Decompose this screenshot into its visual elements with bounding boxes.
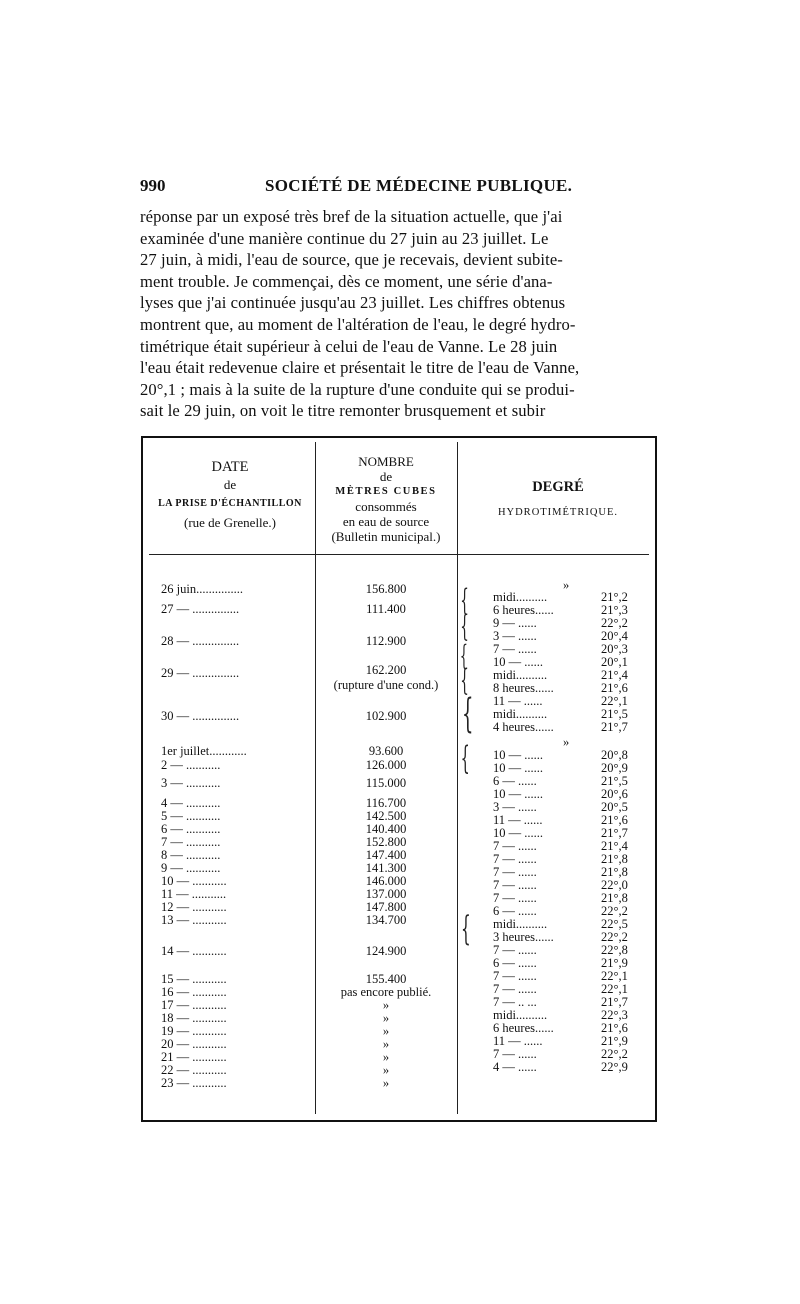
volume-cell: 147.800 <box>365 900 407 914</box>
volume-cell: 112.900 <box>365 634 407 648</box>
volume-cell: 147.400 <box>365 848 407 862</box>
time-cell: 9 — ...... <box>493 616 537 630</box>
time-cell: 7 — ...... <box>493 969 537 983</box>
degree-cell: 22°,1 <box>601 969 628 983</box>
degree-cell: 21°,9 <box>601 1034 628 1048</box>
time-cell: 7 — ...... <box>493 943 537 957</box>
paragraph-line: montrent que, au moment de l'altération de l'eau, le degré hydro- <box>140 314 576 334</box>
time-cell: 6 heures...... <box>493 603 554 617</box>
volume-header-line: NOMBRE <box>358 454 414 469</box>
paragraph-line: 20°,1 ; mais à la suite de la rupture d'une conduite qui se produi- <box>140 379 575 399</box>
volume-header-line: (Bulletin municipal.) <box>331 529 441 544</box>
degree-header-line: DEGRÉ <box>532 479 584 495</box>
date-cell: 8 — ........... <box>161 848 221 862</box>
grouping-brace: { <box>460 609 469 644</box>
degree-cell: 21°,6 <box>601 813 628 827</box>
time-cell: 11 — ...... <box>493 1034 543 1048</box>
time-cell: 6 — ...... <box>493 774 537 788</box>
date-cell: 26 juin............... <box>161 582 243 596</box>
degree-cell: 22°,8 <box>601 943 628 957</box>
time-cell: 7 — ...... <box>493 1047 537 1061</box>
time-cell: 3 heures...... <box>493 930 554 944</box>
volume-cell: » <box>382 1050 390 1064</box>
degree-cell: 20°,6 <box>601 787 628 801</box>
time-cell: 10 — ...... <box>493 655 543 669</box>
volume-cell: 93.600 <box>368 744 404 758</box>
degree-cell: 22°,1 <box>601 982 628 996</box>
volume-cell: 137.000 <box>365 887 407 901</box>
degree-cell: 22°,2 <box>601 616 628 630</box>
date-cell: 4 — ........... <box>161 796 221 810</box>
volume-cell: (rupture d'une cond.) <box>333 678 439 692</box>
time-cell: 10 — ...... <box>493 826 543 840</box>
volume-cell: » <box>382 1063 390 1077</box>
degree-cell: 21°,5 <box>601 774 628 788</box>
volume-cell: 141.300 <box>365 861 407 875</box>
volume-header-line: en eau de source <box>342 514 430 529</box>
degree-cell: 20°,1 <box>601 655 628 669</box>
date-cell: 14 — ........... <box>161 944 227 958</box>
time-cell: 7 — ...... <box>493 878 537 892</box>
degree-cell: 21°,3 <box>601 603 628 617</box>
degree-header-line: HYDROTIMÉTRIQUE. <box>497 507 619 518</box>
degree-cell: 21°,8 <box>601 852 628 866</box>
degree-cell: 21°,8 <box>601 865 628 879</box>
volume-header-line: de <box>379 469 393 484</box>
time-cell: 11 — ...... <box>493 694 543 708</box>
time-cell: » <box>563 578 570 592</box>
paragraph-line: timétrique était supérieur à celui de l'eau de Vanne. Le 28 juin <box>140 336 558 356</box>
time-cell: 7 — ...... <box>493 891 537 905</box>
time-cell: 3 — ...... <box>493 629 537 643</box>
date-header-line: de <box>223 477 237 492</box>
time-cell: 7 — ...... <box>493 982 537 996</box>
degree-cell: 20°,8 <box>601 748 628 762</box>
body-paragraph <box>140 206 660 422</box>
time-cell: midi.......... <box>493 1008 548 1022</box>
volume-cell: » <box>382 998 390 1012</box>
time-cell: 8 heures...... <box>493 681 554 695</box>
date-cell: 3 — ........... <box>161 776 221 790</box>
volume-cell: 142.500 <box>365 809 407 823</box>
time-cell: 6 — ...... <box>493 904 537 918</box>
date-cell: 23 — ........... <box>161 1076 227 1090</box>
date-cell: 11 — ........... <box>161 887 227 901</box>
time-cell: 10 — ...... <box>493 748 543 762</box>
date-cell: 5 — ........... <box>161 809 221 823</box>
degree-cell: 22°,1 <box>601 694 628 708</box>
degree-cell: 22°,3 <box>601 1008 628 1022</box>
paragraph-line: lyses que j'ai continuée jusqu'au 23 juillet. Les chiffres obtenus <box>140 293 566 313</box>
header-rule <box>149 554 649 555</box>
volume-cell: pas encore publié. <box>340 985 432 999</box>
degree-cell: 20°,9 <box>601 761 628 775</box>
time-cell: 7 — ...... <box>493 839 537 853</box>
degree-cell: 20°,4 <box>601 629 628 643</box>
volume-cell: 111.400 <box>366 602 406 616</box>
degree-cell: 21°,5 <box>601 707 628 721</box>
grouping-brace: { <box>460 583 469 618</box>
paragraph-line: sait le 29 juin, on voit le titre remonter brusquement et subir <box>140 401 546 421</box>
grouping-brace: { <box>461 691 474 737</box>
date-cell: 2 — ........... <box>161 758 221 772</box>
page-header <box>140 176 660 198</box>
date-cell: 13 — ........... <box>161 913 227 927</box>
volume-cell: 156.800 <box>365 582 407 596</box>
date-cell: 7 — ........... <box>161 835 221 849</box>
date-cell: 16 — ........... <box>161 985 227 999</box>
paragraph-line: réponse par un exposé très bref de la situation actuelle, que j'ai <box>140 207 563 226</box>
date-cell: 10 — ........... <box>161 874 227 888</box>
time-cell: 6 heures...... <box>493 1021 554 1035</box>
degree-cell: 22°,2 <box>601 1047 628 1061</box>
date-cell: 21 — ........... <box>161 1050 227 1064</box>
degree-cell: 21°,7 <box>601 995 628 1009</box>
volume-cell: » <box>382 1076 390 1090</box>
paragraph-line: l'eau était redevenue claire et présentait le titre de l'eau de Vanne, <box>140 358 580 378</box>
grouping-brace: { <box>460 663 469 698</box>
degree-cell: 22°,2 <box>601 904 628 918</box>
volume-cell: 134.700 <box>365 913 407 927</box>
date-header-line: LA PRISE D'ÉCHANTILLON <box>158 498 302 509</box>
date-cell: 1er juillet............ <box>161 744 247 758</box>
time-cell: 7 — .. ... <box>493 995 537 1009</box>
degree-cell: 21°,2 <box>601 590 628 604</box>
volume-header-line: MÈTRES CUBES <box>335 486 437 497</box>
time-cell: 3 — ...... <box>493 800 537 814</box>
degree-cell: 21°,7 <box>601 826 628 840</box>
running-title: SOCIÉTÉ DE MÉDECINE PUBLIQUE. <box>265 176 573 195</box>
degree-cell: 21°,6 <box>601 1021 628 1035</box>
volume-cell: » <box>382 1037 390 1051</box>
time-cell: midi.......... <box>493 590 548 604</box>
degree-cell: 20°,3 <box>601 642 628 656</box>
volume-cell: » <box>382 1024 390 1038</box>
time-cell: 10 — ...... <box>493 761 543 775</box>
date-cell: 9 — ........... <box>161 861 221 875</box>
degree-cell: 21°,7 <box>601 720 628 734</box>
time-cell: 7 — ...... <box>493 852 537 866</box>
time-cell: 11 — ...... <box>493 813 543 827</box>
volume-cell: 115.000 <box>365 776 407 790</box>
date-cell: 12 — ........... <box>161 900 227 914</box>
column-rule <box>457 442 458 1114</box>
time-cell: 10 — ...... <box>493 787 543 801</box>
date-cell: 29 — ............... <box>161 666 240 680</box>
volume-cell: 102.900 <box>365 709 407 723</box>
degree-cell: 22°,0 <box>601 878 628 892</box>
date-cell: 27 — ............... <box>161 602 240 616</box>
date-column-header <box>147 460 313 530</box>
paragraph-line: examinée d'une manière continue du 27 juin au 23 juillet. Le <box>140 228 549 248</box>
volume-cell: 126.000 <box>365 758 407 772</box>
date-cell: 20 — ........... <box>161 1037 227 1051</box>
time-cell: 7 — ...... <box>493 642 537 656</box>
volume-cell: » <box>382 1011 390 1025</box>
date-cell: 28 — ............... <box>161 634 240 648</box>
paragraph-line: ment trouble. Je commençai, dès ce moment, une série d'ana- <box>140 271 553 291</box>
degree-cell: 22°,9 <box>601 1060 628 1074</box>
volume-header-line: consommés <box>355 499 417 514</box>
volume-cell: 124.900 <box>365 944 407 958</box>
volume-cell: 155.400 <box>365 972 407 986</box>
degree-cell: 20°,5 <box>601 800 628 814</box>
degree-cell: 21°,8 <box>601 891 628 905</box>
degree-cell: 21°,9 <box>601 956 628 970</box>
degree-cell: 21°,6 <box>601 681 628 695</box>
volume-cell: 146.000 <box>365 874 407 888</box>
paragraph-line: 27 juin, à midi, l'eau de source, que je recevais, devient subite- <box>140 250 563 270</box>
degree-cell: 21°,4 <box>601 668 628 682</box>
grouping-brace: { <box>459 639 468 672</box>
time-cell: 4 — ...... <box>493 1060 537 1074</box>
time-cell: midi.......... <box>493 668 548 682</box>
volume-column-header <box>317 454 455 544</box>
date-header-line: DATE <box>211 459 249 475</box>
time-cell: 4 heures...... <box>493 720 554 734</box>
time-cell: midi.......... <box>493 917 548 931</box>
time-cell: » <box>563 735 570 749</box>
date-header-line: (rue de Grenelle.) <box>183 515 277 530</box>
date-cell: 22 — ........... <box>161 1063 227 1077</box>
date-cell: 30 — ............... <box>161 709 240 723</box>
time-cell: midi.......... <box>493 707 548 721</box>
volume-cell: 162.200 <box>365 663 407 677</box>
degree-column-header <box>461 480 655 520</box>
time-cell: 6 — ...... <box>493 956 537 970</box>
date-cell: 19 — ........... <box>161 1024 227 1038</box>
date-cell: 6 — ........... <box>161 822 221 836</box>
volume-cell: 152.800 <box>365 835 407 849</box>
grouping-brace: { <box>460 909 471 949</box>
volume-cell: 116.700 <box>365 796 407 810</box>
date-cell: 18 — ........... <box>161 1011 227 1025</box>
date-cell: 17 — ........... <box>161 998 227 1012</box>
date-cell: 15 — ........... <box>161 972 227 986</box>
grouping-brace: { <box>460 739 470 777</box>
time-cell: 7 — ...... <box>493 865 537 879</box>
page-number: 990 <box>140 176 166 195</box>
degree-cell: 21°,4 <box>601 839 628 853</box>
hardness-table <box>141 436 657 1122</box>
degree-cell: 22°,5 <box>601 917 628 931</box>
volume-cell: 140.400 <box>365 822 407 836</box>
degree-cell: 22°,2 <box>601 930 628 944</box>
